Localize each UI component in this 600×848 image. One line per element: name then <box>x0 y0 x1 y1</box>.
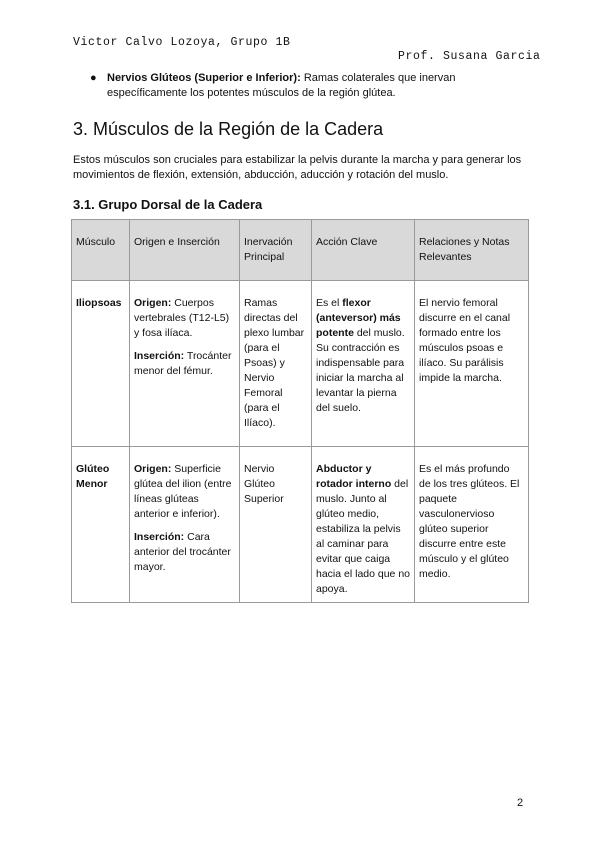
page-number: 2 <box>517 797 524 809</box>
table-row <box>72 281 529 447</box>
origin-line <box>134 462 235 522</box>
cell-muscle: Glúteo Menor <box>72 447 130 603</box>
cell-notes: El nervio femoral discurre en el canal formado entre los músculos psoas e ilíaco. Su parálisis impide la marcha. <box>415 281 529 447</box>
header-muscle: Músculo <box>72 220 130 281</box>
insertion-text: Cara anterior del trocánter mayor. <box>134 531 231 573</box>
subsection-title: 3.1. Grupo Dorsal de la Cadera <box>73 197 263 212</box>
action-bold: Abductor y rotador interno <box>316 463 392 490</box>
cell-notes: Es el más profundo de los tres glúteos. El paquete vasculonervioso glúteo superior discurre entre este músculo y el glúteo medio. <box>415 447 529 603</box>
cell-action <box>312 281 415 447</box>
cell-muscle: Iliopsoas <box>72 281 130 447</box>
action-pre: Es el <box>316 297 343 309</box>
origin-label: Origen: <box>134 297 172 309</box>
bullet-term: Nervios Glúteos (Superior e Inferior): <box>107 72 301 84</box>
header-innervation: Inervación Principal <box>240 220 312 281</box>
header-notes: Relaciones y Notas Relevantes <box>415 220 529 281</box>
insertion-label: Inserción: <box>134 531 185 543</box>
action-post: del muslo. Junto al glúteo medio, estabiliza la pelvis al caminar para evitar que caiga hacia el lado que no apoya. <box>316 478 410 595</box>
insertion-text: Trocánter menor del fémur. <box>134 350 232 377</box>
cell-origin <box>130 281 240 447</box>
table-header-row <box>72 220 529 281</box>
bullet-icon: ● <box>90 72 97 84</box>
insertion-line <box>134 530 235 575</box>
origin-line <box>134 296 235 341</box>
header-origin: Origen e Inserción <box>130 220 240 281</box>
insertion-label: Inserción: <box>134 350 185 362</box>
cell-origin <box>130 447 240 603</box>
cell-innervation: Ramas directas del plexo lumbar (para el Psoas) y Nervio Femoral (para el Ilíaco). <box>240 281 312 447</box>
muscle-table <box>71 219 529 603</box>
origin-text: Cuerpos vertebrales (T12-L5) y fosa ilíaca. <box>134 297 230 339</box>
section-intro: Estos músculos son cruciales para estabilizar la pelvis durante la marcha y para generar los movimientos de flexión, extensión, abducción, aducción y rotación del muslo. <box>73 154 522 181</box>
header-action: Acción Clave <box>312 220 415 281</box>
action-bold: flexor (anteversor) más potente <box>316 297 401 339</box>
insertion-line <box>134 349 235 379</box>
table-row <box>72 447 529 603</box>
origin-text: Superficie glútea del ilion (entre líneas glúteas anterior e inferior). <box>134 463 232 520</box>
bullet-description: Ramas colaterales que inervan específicamente los potentes músculos de la región glútea. <box>107 72 456 99</box>
section-title: 3. Músculos de la Región de la Cadera <box>73 119 384 139</box>
action-post: del muslo. Su contracción es indispensable para iniciar la marcha al levantar la pierna del suelo. <box>316 327 405 414</box>
cell-innervation: Nervio Glúteo Superior <box>240 447 312 603</box>
bullet-item <box>90 71 530 101</box>
origin-label: Origen: <box>134 463 172 475</box>
bullet-text <box>107 71 530 101</box>
cell-action <box>312 447 415 603</box>
header-professor: Prof. Susana Garcia <box>398 50 541 63</box>
header-author: Victor Calvo Lozoya, Grupo 1B <box>73 36 291 49</box>
